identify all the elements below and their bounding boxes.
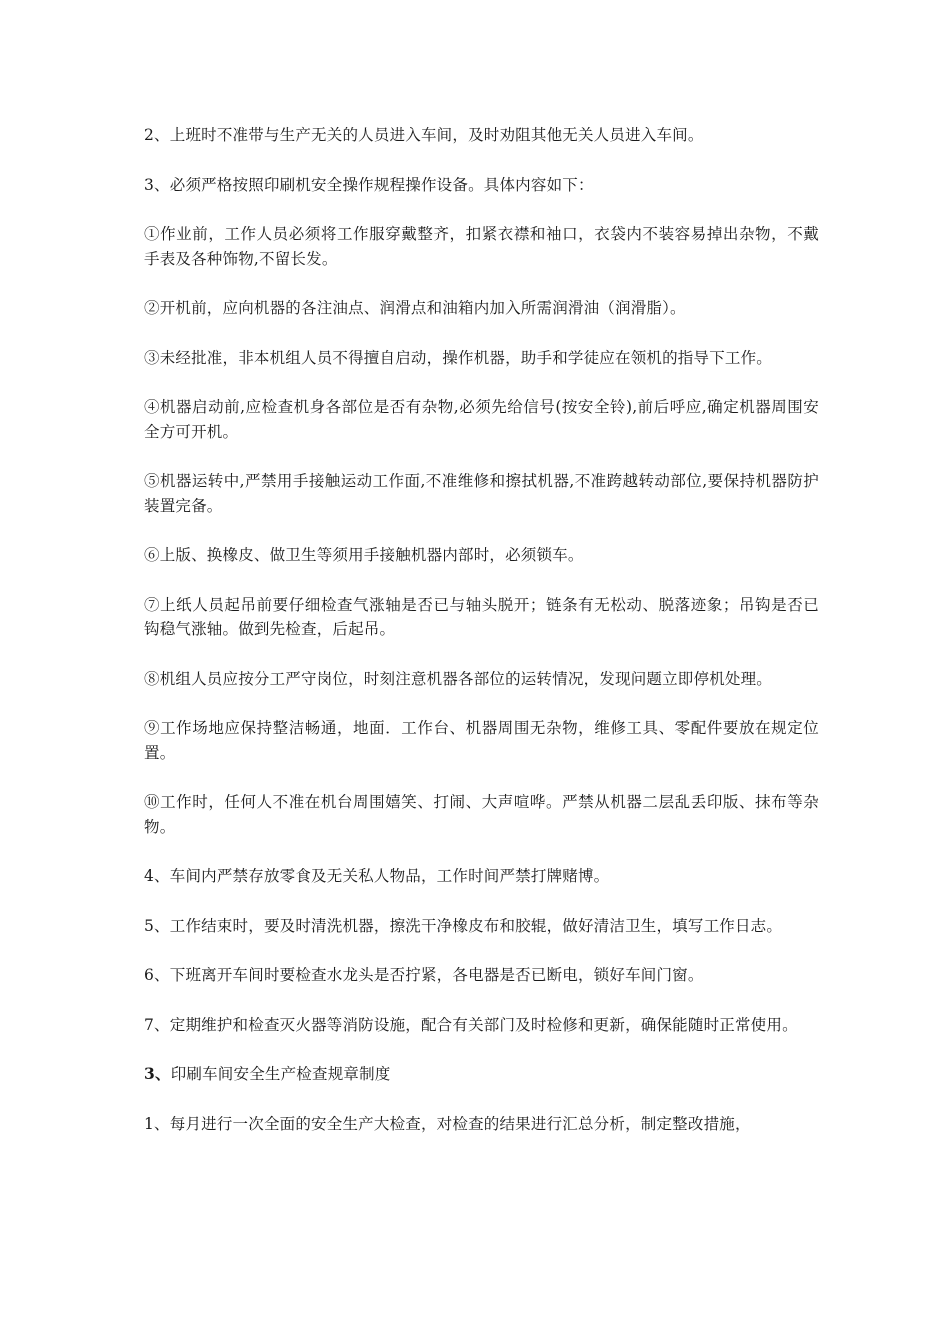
paragraph-step-4: ④机器启动前,应检查机身各部位是否有杂物,必须先给信号(按安全铃),前后呼应,确定机器周围安全方可开机。	[144, 398, 819, 441]
document-body	[144, 123, 819, 1161]
paragraph-step-7: ⑦上纸人员起吊前要仔细检查气涨轴是否已与轴头脱开；链条有无松动、脱落迹象；吊钩是否已钩稳气涨轴。做到先检查，后起吊。	[144, 595, 819, 638]
paragraph-rule-3: 3、必须严格按照印刷机安全操作规程操作设备。具体内容如下：	[144, 175, 594, 194]
paragraph-rule-6: 6、下班离开车间时要检查水龙头是否拧紧，各电器是否已断电，锁好车间门窗。	[144, 966, 704, 984]
section-heading-title: 印刷车间安全生产检查规章制度	[170, 1065, 391, 1083]
paragraph-step-10: ⑩工作时，任何人不准在机台周围嬉笑、打闹、大声喧哗。严禁从机器二层乱丢印版、抹布等杂物。	[144, 793, 819, 836]
paragraph-step-5: ⑤机器运转中,严禁用手接触运动工作面,不准维修和擦拭机器,不准跨越转动部位,要保持机器防护装置完备。	[144, 472, 819, 515]
section-heading	[144, 1062, 819, 1087]
paragraph-rule-2: 2、上班时不准带与生产无关的人员进入车间，及时劝阻其他无关人员进入车间。	[144, 126, 704, 144]
paragraph-step-8: ⑧机组人员应按分工严守岗位，时刻注意机器各部位的运转情况，发现问题立即停机处理。	[144, 669, 773, 688]
paragraph-rule-4: 4、车间内严禁存放零食及无关私人物品，工作时间严禁打牌赌博。	[144, 867, 610, 885]
paragraph-rule-7: 7、定期维护和检查灭火器等消防设施，配合有关部门及时检修和更新，确保能随时正常使用。	[144, 1015, 798, 1034]
paragraph-step-1: ①作业前，工作人员必须将工作服穿戴整齐，扣紧衣襟和袖口，衣袋内不装容易掉出杂物，不戴手表及各种饰物,不留长发。	[144, 225, 819, 268]
paragraph-step-9: ⑨工作场地应保持整洁畅通，地面．工作台、机器周围无杂物，维修工具、零配件要放在规定位置。	[144, 719, 819, 762]
paragraph-step-6: ⑥上版、换橡皮、做卫生等须用手接触机器内部时，必须锁车。	[144, 546, 584, 564]
paragraph-check-1: 1、每月进行一次全面的安全生产大检查，对检查的结果进行汇总分析，制定整改措施，	[144, 1114, 751, 1133]
paragraph-step-3: ③未经批准，非本机组人员不得擅自启动，操作机器，助手和学徒应在领机的指导下工作。	[144, 348, 773, 367]
section-heading-number: 3、	[144, 1064, 171, 1083]
paragraph-rule-5: 5、工作结束时，要及时清洗机器，擦洗干净橡皮布和胶辊，做好清洁卫生，填写工作日志。	[144, 916, 783, 935]
paragraph-step-2: ②开机前，应向机器的各注油点、润滑点和油箱内加入所需润滑油（润滑脂）。	[144, 299, 686, 317]
